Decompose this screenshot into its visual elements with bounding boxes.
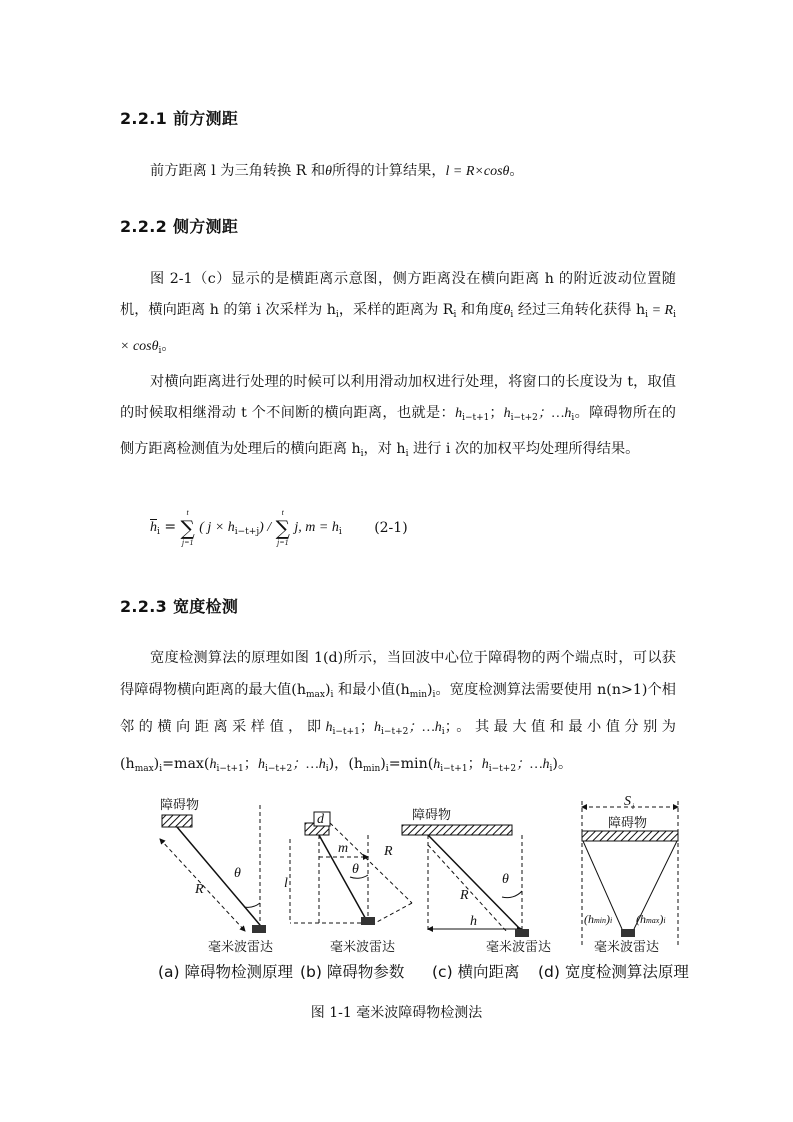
svg-text:R: R bbox=[195, 882, 204, 897]
svg-text:h: h bbox=[470, 914, 477, 929]
radar-c bbox=[515, 929, 529, 937]
label-radar-b: 毫米波雷达 bbox=[330, 940, 396, 955]
svg-text:l: l bbox=[284, 876, 288, 891]
equation-number: (2-1) bbox=[374, 520, 408, 536]
section-number: 2.2.2 bbox=[120, 217, 168, 236]
panel-a bbox=[160, 797, 273, 955]
svg-text:(hmin)i: (hmin)i bbox=[584, 912, 613, 926]
subcaption-d: (d) 宽度检测算法原理 bbox=[538, 963, 689, 981]
svg-text:(hmax)i: (hmax)i bbox=[636, 912, 666, 926]
section-heading-2-2-3 bbox=[120, 594, 238, 617]
panel-c bbox=[402, 807, 551, 955]
svg-text:S: S bbox=[624, 795, 631, 809]
subcaption-c: (c) 横向距离 bbox=[432, 963, 520, 981]
section-number: 2.2.3 bbox=[120, 597, 168, 616]
section-title: 宽度检测 bbox=[172, 597, 239, 616]
figure-radar-detection bbox=[150, 795, 710, 990]
section-number: 2.2.1 bbox=[120, 109, 168, 128]
panel-b bbox=[284, 812, 412, 955]
label-obstacle-d: 障碍物 bbox=[608, 816, 648, 831]
formula-front: l = R×cosθ bbox=[445, 164, 510, 179]
section-title: 侧方测距 bbox=[172, 217, 239, 236]
svg-text:m: m bbox=[338, 841, 349, 856]
radar-b bbox=[361, 917, 375, 925]
svg-text:R: R bbox=[384, 844, 393, 859]
equation-2-1: $\overline{h}_i$ = t ∑ j=1 ( $j \times h_{i-t+j}$) / t ∑ j=1 j, $m = h_i$ (2-1) bbox=[150, 508, 408, 547]
svg-text:θ: θ bbox=[502, 872, 509, 887]
obstacle-block-d bbox=[582, 831, 678, 841]
obstacle-block-c bbox=[402, 825, 512, 835]
subcaption-a: (a) 障碍物检测原理 bbox=[158, 963, 294, 981]
svg-text:R: R bbox=[460, 888, 469, 903]
panel-d bbox=[582, 795, 678, 955]
section-heading-2-2-2 bbox=[120, 214, 238, 237]
paragraph-width-detection: 宽度检测算法的原理如图 1(d)所示，当回波中心位于障碍物的两个端点时，可以获得障碍物横向距离的最大值$(h_{max})_i$ 和最小值$(h_{min})_i$。宽度检测算法需要使用 n(n>1)个相邻的横向距离采样值，即$h_{i-t+1}$；$h_{i-t+2}$；$\dots h_i$；。其最大值和最小值分别为$(h_{max})_i=\max(h_{i-t+1}$；$h_{i-t+2}$；$\dots h_i$)，$(h_{min})_i=\min(h_{i-t+1}$；$h_{i-t+2}$；$\dots h_i$)。 bbox=[120, 650, 676, 774]
subcaption-b: (b) 障碍物参数 bbox=[300, 963, 405, 981]
paragraph-sliding-weight: 对横向距离进行处理的时候可以利用滑动加权进行处理，将窗口的长度设为 t，取值的时候取相继滑动 t 个不间断的横向距离，也就是：$h_{i-t+1}$；$h_{i-t+2}$；$\dots h_i$。障碍物所在的侧方距离检测值为处理后的横向距离 $h_i$，对 $h_i$ 进行 i 次的加权平均处理所得结果。 bbox=[120, 374, 676, 459]
label-radar-a: 毫米波雷达 bbox=[208, 940, 274, 955]
radar-a bbox=[252, 925, 266, 933]
label-obstacle-a: 障碍物 bbox=[160, 798, 200, 813]
svg-text:i: i bbox=[632, 802, 635, 811]
svg-text:d: d bbox=[317, 812, 324, 827]
label-radar-d: 毫米波雷达 bbox=[594, 940, 660, 955]
section-heading-2-2-1 bbox=[120, 106, 238, 129]
obstacle-block-a bbox=[162, 815, 192, 827]
section-title: 前方测距 bbox=[172, 109, 239, 128]
label-obstacle-c: 障碍物 bbox=[412, 808, 452, 823]
figure-caption: 图 1-1 毫米波障碍物检测法 bbox=[310, 1005, 483, 1021]
svg-text:θ: θ bbox=[234, 866, 241, 881]
paragraph-side-distance: 图 2-1（c）显示的是横距离示意图，侧方距离没在横向距离 h 的附近波动位置随机，横向距离 h 的第 i 次采样为 $h_i$，采样的距离为 $R_i$ 和角度$\theta_i$ 经过三角转化获得 $h_i = R_i \times \cos\theta_i$。 bbox=[120, 271, 676, 356]
radar-d bbox=[621, 929, 635, 937]
paragraph-front-distance: 前方距离 l 为三角转换 R 和θ所得的计算结果，l = R×cosθ。 bbox=[150, 163, 524, 179]
label-radar-c: 毫米波雷达 bbox=[486, 940, 552, 955]
svg-text:θ: θ bbox=[352, 862, 359, 877]
